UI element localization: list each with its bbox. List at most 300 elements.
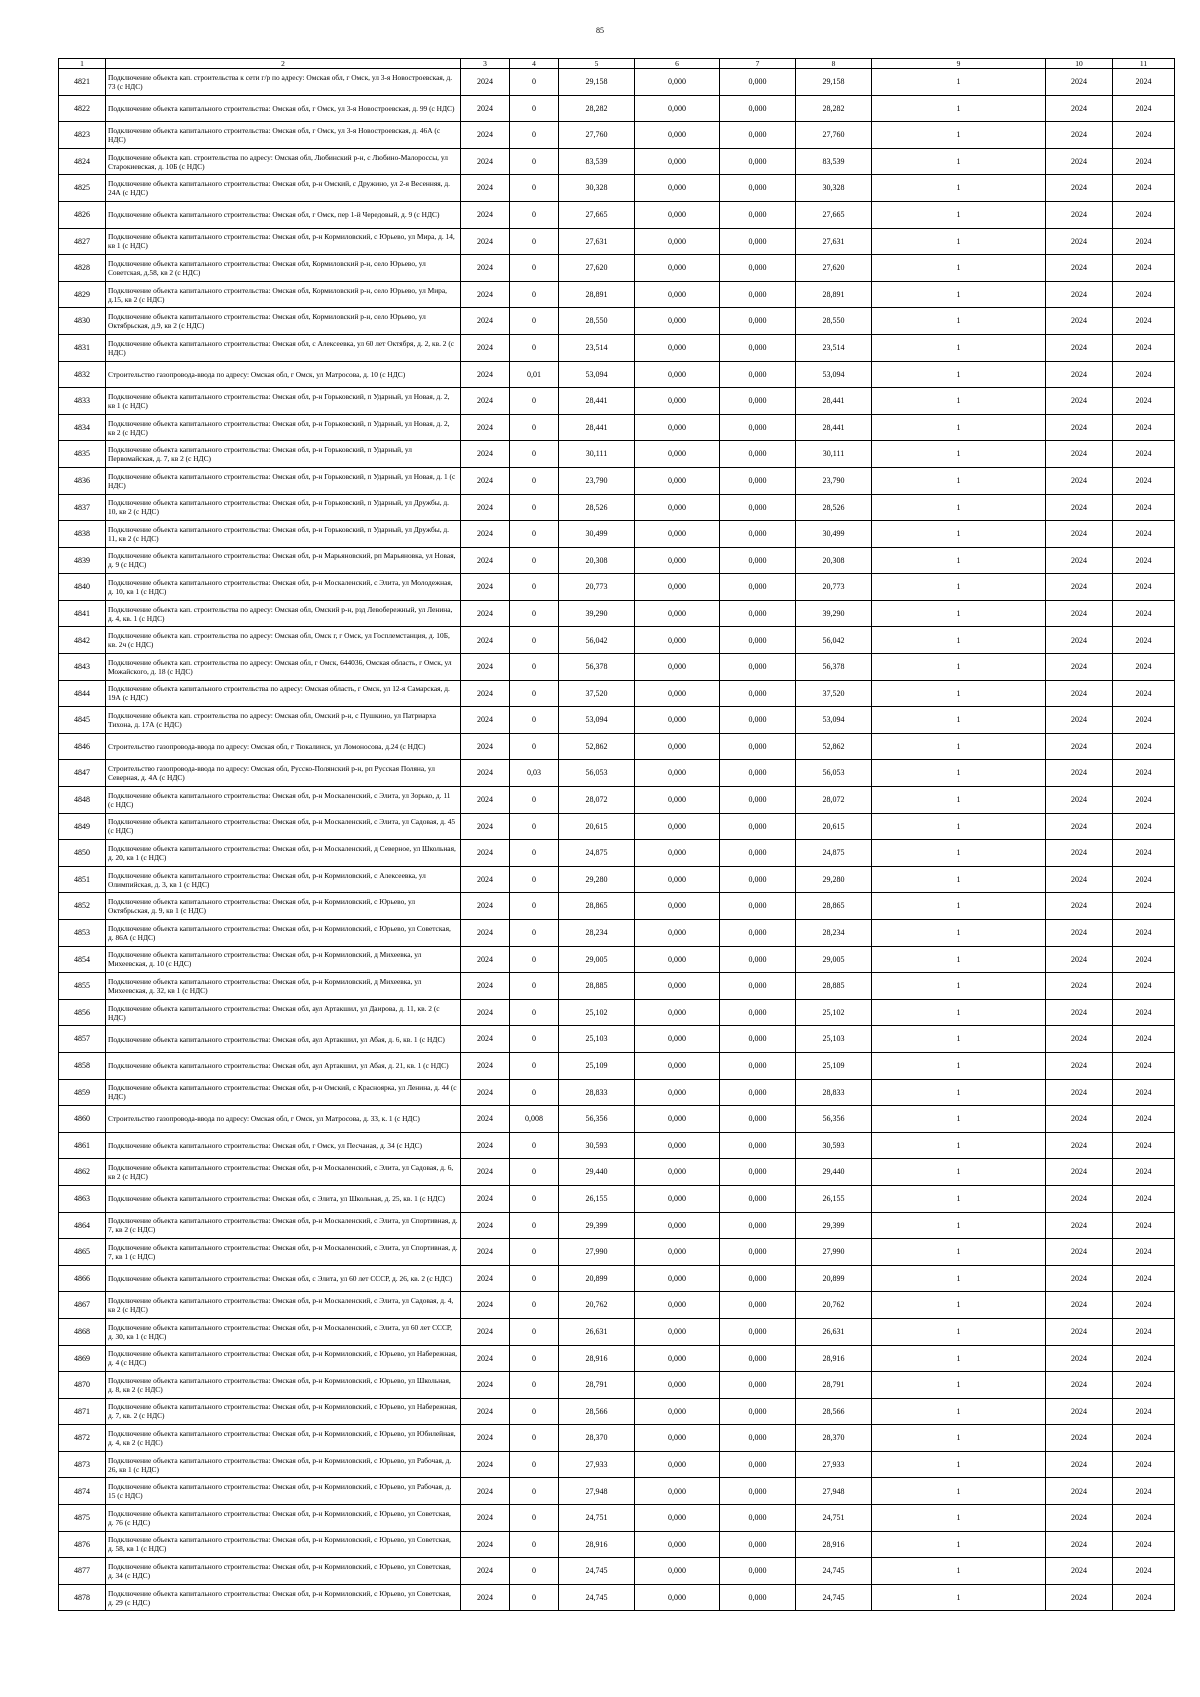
year-end: 2024 (1113, 255, 1175, 282)
year-end: 2024 (1113, 1372, 1175, 1399)
value-col-9: 1 (872, 281, 1046, 308)
value-col-7: 0,000 (720, 627, 796, 654)
year-start: 2024 (1046, 334, 1113, 361)
year: 2024 (461, 680, 510, 707)
value-col-6: 0,000 (635, 1106, 720, 1133)
table-row (59, 680, 1175, 707)
value-col-4: 0 (510, 1052, 559, 1079)
object-description: Подключение объекта капитального строительства: Омская обл, Кормиловский р-н, село Юрьево, ул Мира, д.15, кв 2 (с НДС) (106, 281, 461, 308)
object-description: Подключение объекта капитального строительства: Омская обл, р-н Кормиловский, с Юрьево, ул Мира, д. 14, кв 1 (с НДС) (106, 228, 461, 255)
value-col-9: 1 (872, 1584, 1046, 1611)
col-header: 2 (106, 59, 461, 69)
value-col-9: 1 (872, 999, 1046, 1026)
value-col-5: 53,094 (559, 361, 635, 388)
table-row (59, 1505, 1175, 1532)
table-row (59, 574, 1175, 601)
value-col-9: 1 (872, 441, 1046, 468)
value-col-9: 1 (872, 1026, 1046, 1053)
value-col-5: 27,620 (559, 255, 635, 282)
table-row (59, 547, 1175, 574)
year-start: 2024 (1046, 281, 1113, 308)
year: 2024 (461, 69, 510, 96)
year-start: 2024 (1046, 1159, 1113, 1186)
year-start: 2024 (1046, 1052, 1113, 1079)
value-col-4: 0 (510, 1292, 559, 1319)
value-col-8: 28,550 (796, 308, 872, 335)
year-start: 2024 (1046, 866, 1113, 893)
value-col-7: 0,000 (720, 946, 796, 973)
table-row (59, 1318, 1175, 1345)
value-col-5: 28,791 (559, 1372, 635, 1399)
object-description: Подключение объекта капитального строительства: Омская обл, г Омск, ул Песчаная, д. 34 (с НДС) (106, 1132, 461, 1159)
object-description: Подключение объекта капитального строительства: Омская обл, р-н Кормиловский, с Алексеевка, ул Олимпийская, д. 3, кв 1 (с НДС) (106, 866, 461, 893)
year-start: 2024 (1046, 813, 1113, 840)
year-end: 2024 (1113, 201, 1175, 228)
value-col-4: 0 (510, 1478, 559, 1505)
value-col-9: 1 (872, 1079, 1046, 1106)
value-col-5: 30,328 (559, 175, 635, 202)
value-col-5: 20,308 (559, 547, 635, 574)
value-col-9: 1 (872, 308, 1046, 335)
value-col-6: 0,000 (635, 760, 720, 787)
value-col-6: 0,000 (635, 69, 720, 96)
value-col-4: 0 (510, 69, 559, 96)
value-col-8: 28,441 (796, 388, 872, 415)
row-number: 4825 (59, 175, 106, 202)
row-number: 4875 (59, 1505, 106, 1532)
row-number: 4823 (59, 122, 106, 149)
object-description: Подключение объекта капитального строительства: Омская обл, аул Артакшил, ул Даирова, д. 11, кв. 2 (с НДС) (106, 999, 461, 1026)
value-col-5: 29,158 (559, 69, 635, 96)
value-col-8: 20,773 (796, 574, 872, 601)
value-col-9: 1 (872, 1239, 1046, 1266)
year-start: 2024 (1046, 733, 1113, 760)
value-col-9: 1 (872, 69, 1046, 96)
value-col-5: 20,615 (559, 813, 635, 840)
table-row (59, 308, 1175, 335)
row-number: 4878 (59, 1584, 106, 1611)
year-end: 2024 (1113, 388, 1175, 415)
year-start: 2024 (1046, 201, 1113, 228)
value-col-5: 23,514 (559, 334, 635, 361)
value-col-7: 0,000 (720, 1212, 796, 1239)
year: 2024 (461, 654, 510, 681)
year-start: 2024 (1046, 95, 1113, 122)
value-col-7: 0,000 (720, 840, 796, 867)
value-col-9: 1 (872, 893, 1046, 920)
value-col-8: 29,440 (796, 1159, 872, 1186)
year: 2024 (461, 175, 510, 202)
value-col-9: 1 (872, 95, 1046, 122)
value-col-5: 27,933 (559, 1451, 635, 1478)
year-start: 2024 (1046, 1185, 1113, 1212)
value-col-6: 0,000 (635, 920, 720, 947)
value-col-6: 0,000 (635, 1584, 720, 1611)
year-start: 2024 (1046, 1505, 1113, 1532)
table-row (59, 866, 1175, 893)
row-number: 4873 (59, 1451, 106, 1478)
object-description: Подключение объекта капитального строительства: Омская обл, г Омск, ул 3-я Новостроевская, д. 46А (с НДС) (106, 122, 461, 149)
year: 2024 (461, 1584, 510, 1611)
year-start: 2024 (1046, 654, 1113, 681)
value-col-4: 0 (510, 866, 559, 893)
value-col-6: 0,000 (635, 175, 720, 202)
row-number: 4835 (59, 441, 106, 468)
value-col-5: 29,280 (559, 866, 635, 893)
year-end: 2024 (1113, 999, 1175, 1026)
value-col-5: 56,042 (559, 627, 635, 654)
year-start: 2024 (1046, 707, 1113, 734)
value-col-5: 56,053 (559, 760, 635, 787)
value-col-9: 1 (872, 175, 1046, 202)
year-end: 2024 (1113, 1052, 1175, 1079)
year-end: 2024 (1113, 946, 1175, 973)
year-start: 2024 (1046, 1292, 1113, 1319)
object-description: Подключение объекта капитального строительства: Омская обл, Кормиловский р-н, село Юрьево, ул Советская, д.58, кв 2 (с НДС) (106, 255, 461, 282)
year-end: 2024 (1113, 1584, 1175, 1611)
col-header: 11 (1113, 59, 1175, 69)
value-col-4: 0 (510, 1558, 559, 1585)
year: 2024 (461, 1398, 510, 1425)
table-row (59, 441, 1175, 468)
year: 2024 (461, 308, 510, 335)
value-col-5: 27,760 (559, 122, 635, 149)
value-col-7: 0,000 (720, 893, 796, 920)
table-row (59, 334, 1175, 361)
col-header: 7 (720, 59, 796, 69)
value-col-5: 20,762 (559, 1292, 635, 1319)
object-description: Подключение объекта капитального строительства: Омская обл, р-н Москаленский, с Элита, ул Зорько, д. 11 (с НДС) (106, 787, 461, 814)
year-end: 2024 (1113, 600, 1175, 627)
year: 2024 (461, 1106, 510, 1133)
value-col-8: 30,499 (796, 521, 872, 548)
year: 2024 (461, 1531, 510, 1558)
object-description: Строительство газопровода-ввода по адресу: Омская обл, Русско-Полянский р-н, рп Русская Поляна, ул Северная, д. 4А (с НДС) (106, 760, 461, 787)
row-number: 4831 (59, 334, 106, 361)
year-start: 2024 (1046, 1265, 1113, 1292)
value-col-7: 0,000 (720, 175, 796, 202)
year: 2024 (461, 255, 510, 282)
value-col-5: 26,631 (559, 1318, 635, 1345)
row-number: 4826 (59, 201, 106, 228)
value-col-7: 0,000 (720, 1052, 796, 1079)
value-col-6: 0,000 (635, 441, 720, 468)
year-start: 2024 (1046, 760, 1113, 787)
value-col-4: 0 (510, 1159, 559, 1186)
value-col-7: 0,000 (720, 228, 796, 255)
year-end: 2024 (1113, 1185, 1175, 1212)
value-col-7: 0,000 (720, 334, 796, 361)
row-number: 4846 (59, 733, 106, 760)
value-col-7: 0,000 (720, 69, 796, 96)
year-start: 2024 (1046, 574, 1113, 601)
value-col-5: 56,356 (559, 1106, 635, 1133)
table-row (59, 175, 1175, 202)
value-col-7: 0,000 (720, 733, 796, 760)
value-col-7: 0,000 (720, 414, 796, 441)
value-col-4: 0 (510, 175, 559, 202)
value-col-5: 24,875 (559, 840, 635, 867)
value-col-9: 1 (872, 361, 1046, 388)
table-row (59, 627, 1175, 654)
table-row (59, 1052, 1175, 1079)
table-row (59, 1558, 1175, 1585)
value-col-4: 0 (510, 1505, 559, 1532)
value-col-5: 37,520 (559, 680, 635, 707)
object-description: Подключение объекта капитального строительства: Омская обл, р-н Москаленский, с Элита, ул 60 лет СССР, д. 30, кв 1 (с НДС) (106, 1318, 461, 1345)
value-col-6: 0,000 (635, 600, 720, 627)
value-col-4: 0 (510, 733, 559, 760)
year: 2024 (461, 467, 510, 494)
year: 2024 (461, 1185, 510, 1212)
year-end: 2024 (1113, 627, 1175, 654)
value-col-5: 28,566 (559, 1398, 635, 1425)
value-col-6: 0,000 (635, 1505, 720, 1532)
value-col-8: 30,111 (796, 441, 872, 468)
object-description: Строительство газопровода-ввода по адресу: Омская обл, г Омск, ул Матросова, д. 33, к. 1 (с НДС) (106, 1106, 461, 1133)
table-row (59, 361, 1175, 388)
row-number: 4827 (59, 228, 106, 255)
value-col-7: 0,000 (720, 1505, 796, 1532)
value-col-5: 29,005 (559, 946, 635, 973)
value-col-7: 0,000 (720, 95, 796, 122)
value-col-7: 0,000 (720, 1132, 796, 1159)
value-col-7: 0,000 (720, 1372, 796, 1399)
value-col-7: 0,000 (720, 1026, 796, 1053)
object-description: Подключение объекта капитального строительства: Омская обл, р-н Кормиловский, д Михеевка, ул Михеевская, д. 32, кв 1 (с НДС) (106, 973, 461, 1000)
value-col-5: 28,885 (559, 973, 635, 1000)
value-col-6: 0,000 (635, 1372, 720, 1399)
row-number: 4837 (59, 494, 106, 521)
row-number: 4828 (59, 255, 106, 282)
year-start: 2024 (1046, 1106, 1113, 1133)
row-number: 4824 (59, 148, 106, 175)
row-number: 4861 (59, 1132, 106, 1159)
value-col-7: 0,000 (720, 1398, 796, 1425)
row-number: 4853 (59, 920, 106, 947)
year-start: 2024 (1046, 920, 1113, 947)
year-end: 2024 (1113, 920, 1175, 947)
value-col-5: 24,751 (559, 1505, 635, 1532)
year-end: 2024 (1113, 866, 1175, 893)
year: 2024 (461, 707, 510, 734)
year-end: 2024 (1113, 1558, 1175, 1585)
row-number: 4872 (59, 1425, 106, 1452)
value-col-7: 0,000 (720, 760, 796, 787)
year-end: 2024 (1113, 228, 1175, 255)
value-col-8: 28,916 (796, 1531, 872, 1558)
table-row (59, 1372, 1175, 1399)
value-col-5: 20,899 (559, 1265, 635, 1292)
object-description: Подключение объекта капитального строительства: Омская обл, р-н Омский, с Дружино, ул 2-я Весенняя, д. 24А (с НДС) (106, 175, 461, 202)
value-col-4: 0 (510, 441, 559, 468)
table-row (59, 1239, 1175, 1266)
year: 2024 (461, 866, 510, 893)
year-end: 2024 (1113, 308, 1175, 335)
table-row (59, 813, 1175, 840)
year: 2024 (461, 920, 510, 947)
value-col-6: 0,000 (635, 999, 720, 1026)
row-number: 4821 (59, 69, 106, 96)
row-number: 4856 (59, 999, 106, 1026)
value-col-8: 28,891 (796, 281, 872, 308)
value-col-8: 28,234 (796, 920, 872, 947)
value-col-4: 0 (510, 1132, 559, 1159)
row-number: 4833 (59, 388, 106, 415)
row-number: 4840 (59, 574, 106, 601)
year: 2024 (461, 600, 510, 627)
value-col-9: 1 (872, 787, 1046, 814)
value-col-8: 23,790 (796, 467, 872, 494)
year-start: 2024 (1046, 1212, 1113, 1239)
year: 2024 (461, 281, 510, 308)
value-col-5: 24,745 (559, 1584, 635, 1611)
value-col-6: 0,000 (635, 281, 720, 308)
year: 2024 (461, 1558, 510, 1585)
value-col-8: 27,948 (796, 1478, 872, 1505)
value-col-7: 0,000 (720, 521, 796, 548)
value-col-4: 0 (510, 334, 559, 361)
year-end: 2024 (1113, 893, 1175, 920)
value-col-8: 24,751 (796, 1505, 872, 1532)
year-end: 2024 (1113, 654, 1175, 681)
object-description: Подключение объекта капитального строительства: Омская обл, р-н Кормиловский, с Юрьево, ул Октябрьская, д. 9, кв 1 (с НДС) (106, 893, 461, 920)
value-col-6: 0,000 (635, 1159, 720, 1186)
row-number: 4877 (59, 1558, 106, 1585)
year-end: 2024 (1113, 122, 1175, 149)
value-col-5: 28,865 (559, 893, 635, 920)
value-col-6: 0,000 (635, 1265, 720, 1292)
value-col-6: 0,000 (635, 707, 720, 734)
value-col-8: 28,566 (796, 1398, 872, 1425)
row-number: 4854 (59, 946, 106, 973)
value-col-7: 0,000 (720, 1425, 796, 1452)
value-col-9: 1 (872, 1478, 1046, 1505)
year: 2024 (461, 441, 510, 468)
year: 2024 (461, 414, 510, 441)
table-row (59, 946, 1175, 973)
table-row (59, 95, 1175, 122)
value-col-8: 24,875 (796, 840, 872, 867)
year-start: 2024 (1046, 1451, 1113, 1478)
value-col-8: 52,862 (796, 733, 872, 760)
table-row (59, 1185, 1175, 1212)
year-end: 2024 (1113, 1451, 1175, 1478)
value-col-6: 0,000 (635, 840, 720, 867)
table-row (59, 707, 1175, 734)
object-description: Подключение объекта капитального строительства: Омская обл, р-н Горьковский, п Ударный, ул Первомайская, д. 7, кв 2 (с НДС) (106, 441, 461, 468)
year: 2024 (461, 1425, 510, 1452)
year: 2024 (461, 973, 510, 1000)
value-col-9: 1 (872, 494, 1046, 521)
value-col-8: 27,620 (796, 255, 872, 282)
value-col-5: 28,916 (559, 1531, 635, 1558)
value-col-7: 0,000 (720, 813, 796, 840)
year-start: 2024 (1046, 1345, 1113, 1372)
year-end: 2024 (1113, 547, 1175, 574)
value-col-8: 20,615 (796, 813, 872, 840)
table-row (59, 122, 1175, 149)
value-col-4: 0 (510, 973, 559, 1000)
col-header: 5 (559, 59, 635, 69)
table-row (59, 999, 1175, 1026)
row-number: 4865 (59, 1239, 106, 1266)
year-start: 2024 (1046, 228, 1113, 255)
value-col-5: 39,290 (559, 600, 635, 627)
value-col-7: 0,000 (720, 600, 796, 627)
object-description: Подключение объекта капитального строительства: Омская обл, р-н Кормиловский, с Юрьево, ул Юбилейная, д. 4, кв 2 (с НДС) (106, 1425, 461, 1452)
value-col-7: 0,000 (720, 1159, 796, 1186)
object-description: Подключение объекта капитального строительства: Омская обл, Кормиловский р-н, село Юрьево, ул Октябрьская, д.9, кв 2 (с НДС) (106, 308, 461, 335)
value-col-7: 0,000 (720, 255, 796, 282)
year-start: 2024 (1046, 627, 1113, 654)
value-col-6: 0,000 (635, 1292, 720, 1319)
value-col-8: 27,933 (796, 1451, 872, 1478)
value-col-6: 0,000 (635, 95, 720, 122)
year-start: 2024 (1046, 973, 1113, 1000)
value-col-4: 0 (510, 999, 559, 1026)
year-start: 2024 (1046, 388, 1113, 415)
value-col-5: 83,539 (559, 148, 635, 175)
value-col-8: 53,094 (796, 361, 872, 388)
object-description: Подключение объекта капитального строительства: Омская обл, р-н Москаленский, с Элита, ул Спортивная, д. 7, кв 2 (с НДС) (106, 1212, 461, 1239)
year: 2024 (461, 388, 510, 415)
object-description: Подключение объекта капитального строительства: Омская обл, р-н Кормиловский, с Юрьево, ул Набережная, д. 4 (с НДС) (106, 1345, 461, 1372)
table-row (59, 467, 1175, 494)
value-col-8: 28,282 (796, 95, 872, 122)
year-start: 2024 (1046, 494, 1113, 521)
col-header: 10 (1046, 59, 1113, 69)
object-description: Подключение объекта капитального строительства: Омская обл, р-н Кормиловский, с Юрьево, ул Советская, д. 86А (с НДС) (106, 920, 461, 947)
value-col-9: 1 (872, 574, 1046, 601)
value-col-4: 0 (510, 1531, 559, 1558)
value-col-4: 0 (510, 600, 559, 627)
year-end: 2024 (1113, 1212, 1175, 1239)
value-col-8: 29,158 (796, 69, 872, 96)
year: 2024 (461, 893, 510, 920)
row-number: 4847 (59, 760, 106, 787)
value-col-6: 0,000 (635, 627, 720, 654)
value-col-6: 0,000 (635, 388, 720, 415)
value-col-5: 29,440 (559, 1159, 635, 1186)
value-col-4: 0 (510, 840, 559, 867)
value-col-7: 0,000 (720, 388, 796, 415)
year-end: 2024 (1113, 148, 1175, 175)
table-row (59, 1026, 1175, 1053)
table-row (59, 1478, 1175, 1505)
value-col-8: 56,378 (796, 654, 872, 681)
year-start: 2024 (1046, 122, 1113, 149)
row-number: 4871 (59, 1398, 106, 1425)
year-end: 2024 (1113, 1345, 1175, 1372)
year-end: 2024 (1113, 680, 1175, 707)
value-col-6: 0,000 (635, 148, 720, 175)
year: 2024 (461, 733, 510, 760)
value-col-7: 0,000 (720, 973, 796, 1000)
value-col-4: 0 (510, 1026, 559, 1053)
value-col-7: 0,000 (720, 122, 796, 149)
row-number: 4870 (59, 1372, 106, 1399)
object-description: Подключение объекта капитального строительства: Омская обл, р-н Омский, с Красноярка, ул Ленина, д. 44 (с НДС) (106, 1079, 461, 1106)
value-col-6: 0,000 (635, 1185, 720, 1212)
value-col-4: 0 (510, 787, 559, 814)
value-col-9: 1 (872, 148, 1046, 175)
year-start: 2024 (1046, 1425, 1113, 1452)
value-col-4: 0 (510, 1372, 559, 1399)
value-col-9: 1 (872, 388, 1046, 415)
year: 2024 (461, 760, 510, 787)
year-start: 2024 (1046, 361, 1113, 388)
